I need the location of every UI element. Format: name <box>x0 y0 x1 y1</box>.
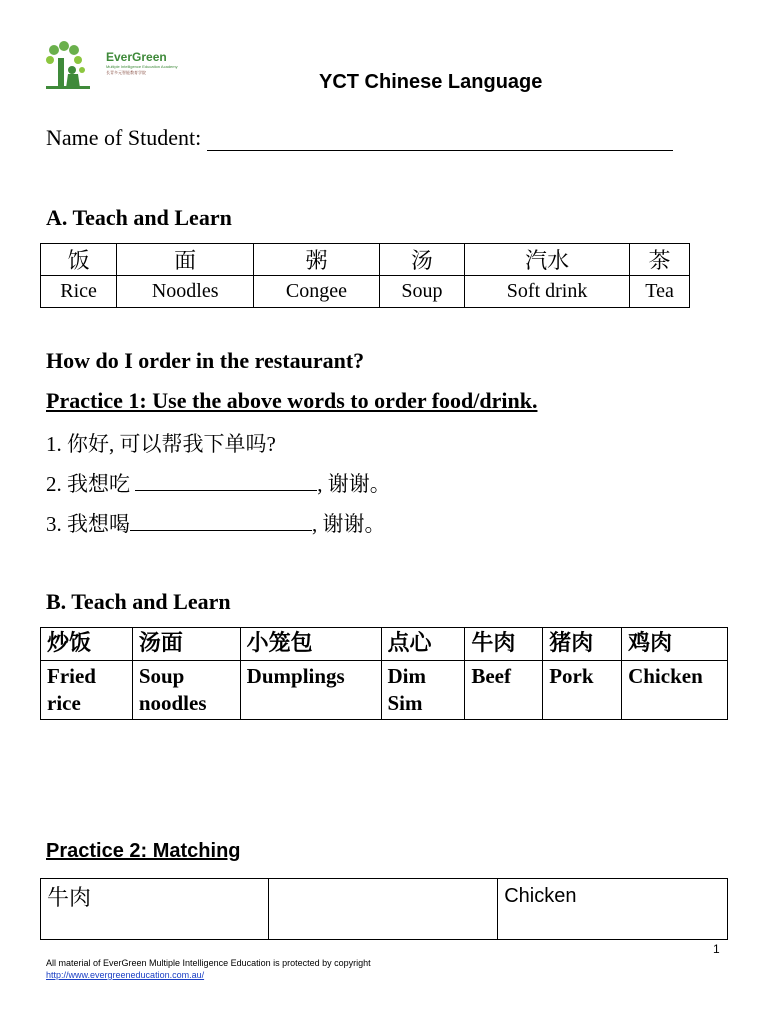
practice-1-line-1: 1. 你好, 可以帮我下单吗? <box>46 432 276 456</box>
matching-row <box>41 879 728 940</box>
website-link[interactable]: http://www.evergreeneducation.com.au/ <box>46 970 205 980</box>
section-b-heading: B. Teach and Learn <box>46 589 231 614</box>
matching-english-cell: Chicken <box>498 879 728 940</box>
evergreen-logo <box>44 40 184 92</box>
practice-1-line-3 <box>46 508 386 538</box>
vocab-english-cell: Dumplings <box>240 661 381 720</box>
practice-1-line-2 <box>46 468 391 498</box>
copyright-notice: All material of EverGreen Multiple Intelligence Education is protected by copyright <box>46 958 371 968</box>
matching-blank-cell[interactable] <box>268 879 498 940</box>
line-3-blank[interactable] <box>130 512 312 531</box>
line-2-prefix: 2. 我想吃 <box>46 472 130 496</box>
vocab-chinese-cell: 饭 <box>41 244 117 276</box>
practice-1-heading: Practice 1: Use the above words to order food/drink. <box>46 388 538 413</box>
vocab-chinese-cell: 炒饭 <box>41 628 133 661</box>
vocab-english-cell: Dim Sim <box>381 661 465 720</box>
vocab-english-cell: Congee <box>254 276 380 308</box>
vocab-chinese-cell: 点心 <box>381 628 465 661</box>
vocab-chinese-cell: 粥 <box>254 244 380 276</box>
vocab-chinese-cell: 汽水 <box>465 244 630 276</box>
line-2-blank[interactable] <box>135 472 317 491</box>
vocab-chinese-cell: 牛肉 <box>465 628 543 661</box>
section-a-english-row <box>41 276 690 308</box>
vocab-english-cell: Chicken <box>622 661 728 720</box>
matching-chinese-cell: 牛肉 <box>41 879 269 940</box>
logo-tagline-cn: 长青多元智能教育学院 <box>106 70 146 75</box>
vocab-english-cell: Tea <box>630 276 690 308</box>
vocab-chinese-cell: 小笼包 <box>240 628 381 661</box>
section-b-chinese-row <box>41 628 728 661</box>
vocab-english-cell: Soft drink <box>465 276 630 308</box>
vocab-chinese-cell: 汤面 <box>132 628 240 661</box>
vocab-english-cell: Fried rice <box>41 661 133 720</box>
page-number: 1 <box>713 942 720 956</box>
vocab-english-cell: Beef <box>465 661 543 720</box>
document-title: YCT Chinese Language <box>319 71 543 93</box>
logo-tagline: Multiple Intelligence Education Academy <box>106 64 178 69</box>
vocab-english-cell: Noodles <box>117 276 254 308</box>
section-a-heading: A. Teach and Learn <box>46 205 232 230</box>
vocab-chinese-cell: 猪肉 <box>543 628 622 661</box>
line-3-prefix: 3. 我想喝 <box>46 512 130 536</box>
footer <box>46 957 371 981</box>
practice-2-heading: Practice 2: Matching <box>46 840 241 862</box>
vocab-english-cell: Pork <box>543 661 622 720</box>
vocab-chinese-cell: 鸡肉 <box>622 628 728 661</box>
restaurant-question: How do I order in the restaurant? <box>46 348 365 373</box>
matching-table <box>40 878 728 940</box>
vocab-english-cell: Rice <box>41 276 117 308</box>
line-3-suffix: , 谢谢。 <box>312 512 386 536</box>
section-b-english-row <box>41 661 728 720</box>
logo-name: EverGreen <box>106 50 167 64</box>
section-a-table <box>40 243 690 308</box>
vocab-english-cell: Soup <box>379 276 464 308</box>
section-a-chinese-row <box>41 244 690 276</box>
student-name-line <box>46 125 673 151</box>
vocab-english-cell: Soup noodles <box>132 661 240 720</box>
section-b-table <box>40 627 728 720</box>
tree-logo-icon <box>44 40 104 92</box>
line-2-suffix: , 谢谢。 <box>317 472 391 496</box>
vocab-chinese-cell: 茶 <box>630 244 690 276</box>
vocab-chinese-cell: 汤 <box>379 244 464 276</box>
vocab-chinese-cell: 面 <box>117 244 254 276</box>
student-name-label: Name of Student: <box>46 125 202 150</box>
student-name-blank[interactable] <box>207 128 673 151</box>
